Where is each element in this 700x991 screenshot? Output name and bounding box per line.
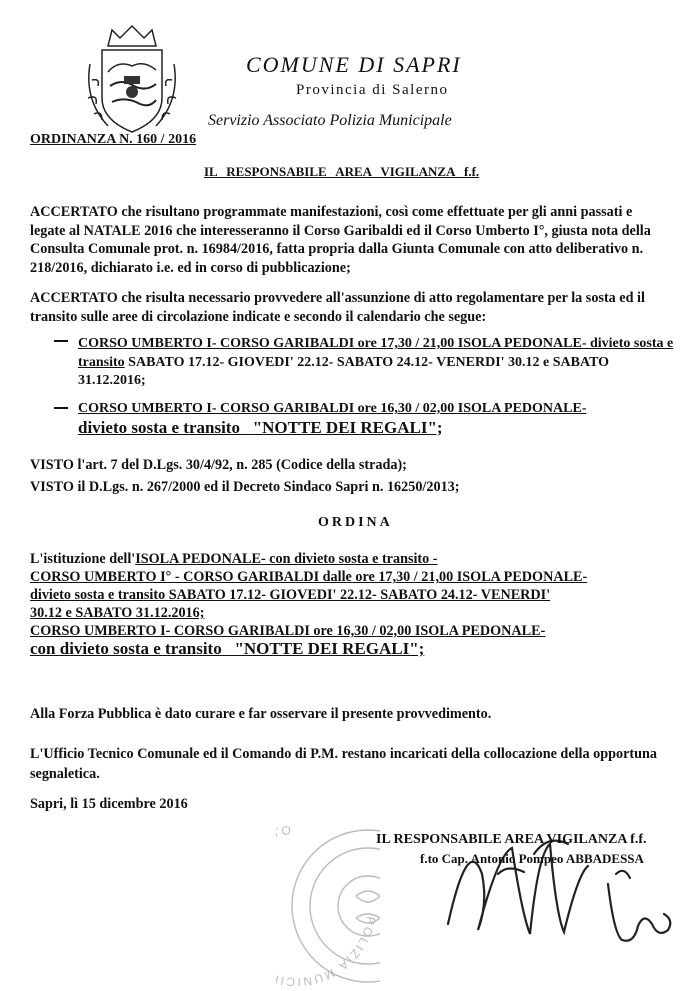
event-name: "NOTTE DEI REGALI";	[234, 639, 425, 658]
signatory-name: f.to Cap. Antonio Pompeo ABBADESSA	[420, 851, 644, 866]
ordina-line: 30.12 e SABATO 31.12.2016;	[30, 605, 205, 621]
ordina-line: SABATO 17.12- GIOVEDI' 22.12- SABATO 24.12- VENERDI'	[165, 587, 551, 603]
schedule-item-underlined: CORSO UMBERTO I- CORSO GARIBALDI ore 17,30 / 21,00 ISOLA PEDONALE- divieto sosta e transito	[78, 336, 674, 370]
schedule-item-underlined: CORSO UMBERTO I- CORSO GARIBALDI ore 16,30 / 02,00 ISOLA PEDONALE-	[78, 401, 587, 416]
ordina-line: CORSO UMBERTO I- CORSO GARIBALDI ore 16,30 / 02,00 ISOLA PEDONALE-	[30, 623, 546, 639]
signatory-title: IL RESPONSABILE AREA VIGILANZA f.f.	[376, 832, 647, 847]
ordinance-number: ORDINANZA N. 160 / 2016	[30, 132, 197, 147]
visto-line-2: VISTO il D.Lgs. n. 267/2000 ed il Decreto Sindaco Sapri n. 16250/2013;	[30, 479, 460, 495]
accertato-text: che risultano programmate manifestazioni, così come effettuate per gli anni passati e legate al NATALE 2016 che interesseranno il Corso Garibaldi ed il Corso Umberto I°, giusta nota della Consulta Comunale prot. n. 16984/2016, fatta propria dalla Giunta Comunale con atto deliberativo n. 218/2016, dichiarato i.e. ed in corso di pubblicazione;	[30, 204, 651, 276]
bullet-dash	[54, 407, 68, 409]
visto-line-1: VISTO l'art. 7 del D.Lgs. 30/4/92, n. 285 (Codice della strada);	[30, 457, 407, 473]
event-name: "NOTTE DEI REGALI";	[252, 417, 443, 437]
schedule-item-line2: divieto sosta e transito	[78, 417, 240, 437]
ordina-block	[30, 550, 680, 658]
official-stamp	[276, 826, 380, 986]
accertato-lead: ACCERTATO	[30, 290, 118, 306]
accertato-paragraph-2	[30, 289, 670, 326]
accertato-text: che risulta necessario provvedere all'assunzione di atto regolamentare per la sosta ed il transito sulle aree di circolazione indicate e secondo il calendario che segue:	[30, 290, 645, 325]
bullet-dash	[54, 340, 68, 342]
service-name: Servizio Associato Polizia Municipale	[208, 112, 452, 129]
place-date: Sapri, lì 15 dicembre 2016	[30, 796, 188, 812]
municipal-crest-icon	[78, 20, 186, 140]
province-name: Provincia di Salerno	[296, 82, 449, 98]
ordina-line: CORSO UMBERTO I° - CORSO GARIBALDI dalle ore 17,30 / 21,00 ISOLA PEDONALE-	[30, 569, 588, 585]
schedule-item-dates: SABATO 17.12- GIOVEDI' 22.12- SABATO 24.12- VENERDI' 30.12 e SABATO 31.12.2016;	[78, 354, 610, 388]
schedule-item	[78, 335, 678, 391]
forza-pubblica-line: Alla Forza Pubblica è dato curare e far osservare il presente provvedimento.	[30, 706, 492, 722]
ufficio-tecnico-paragraph: L'Ufficio Tecnico Comunale ed il Comando di P.M. restano incaricati della collocazione della opportuna segnaletica.	[30, 746, 658, 782]
issuer-title: IL RESPONSABILE AREA VIGILANZA f.f.	[204, 164, 480, 179]
ordina-line: L'istituzione dell'	[30, 551, 136, 567]
ordina-heading: ORDINA	[318, 515, 393, 530]
stamp-text: POLIZIA MUNICI O	[277, 826, 379, 986]
accertato-lead: ACCERTATO	[30, 204, 118, 220]
ordina-line: divieto sosta e transito	[30, 587, 166, 603]
schedule-item	[78, 400, 678, 437]
accertato-paragraph-1	[30, 203, 670, 277]
ordina-line: con divieto sosta e transito	[30, 639, 222, 658]
municipality-name: COMUNE DI SAPRI	[246, 52, 462, 77]
ordina-line: ISOLA PEDONALE- con divieto sosta e transito -	[135, 551, 438, 567]
